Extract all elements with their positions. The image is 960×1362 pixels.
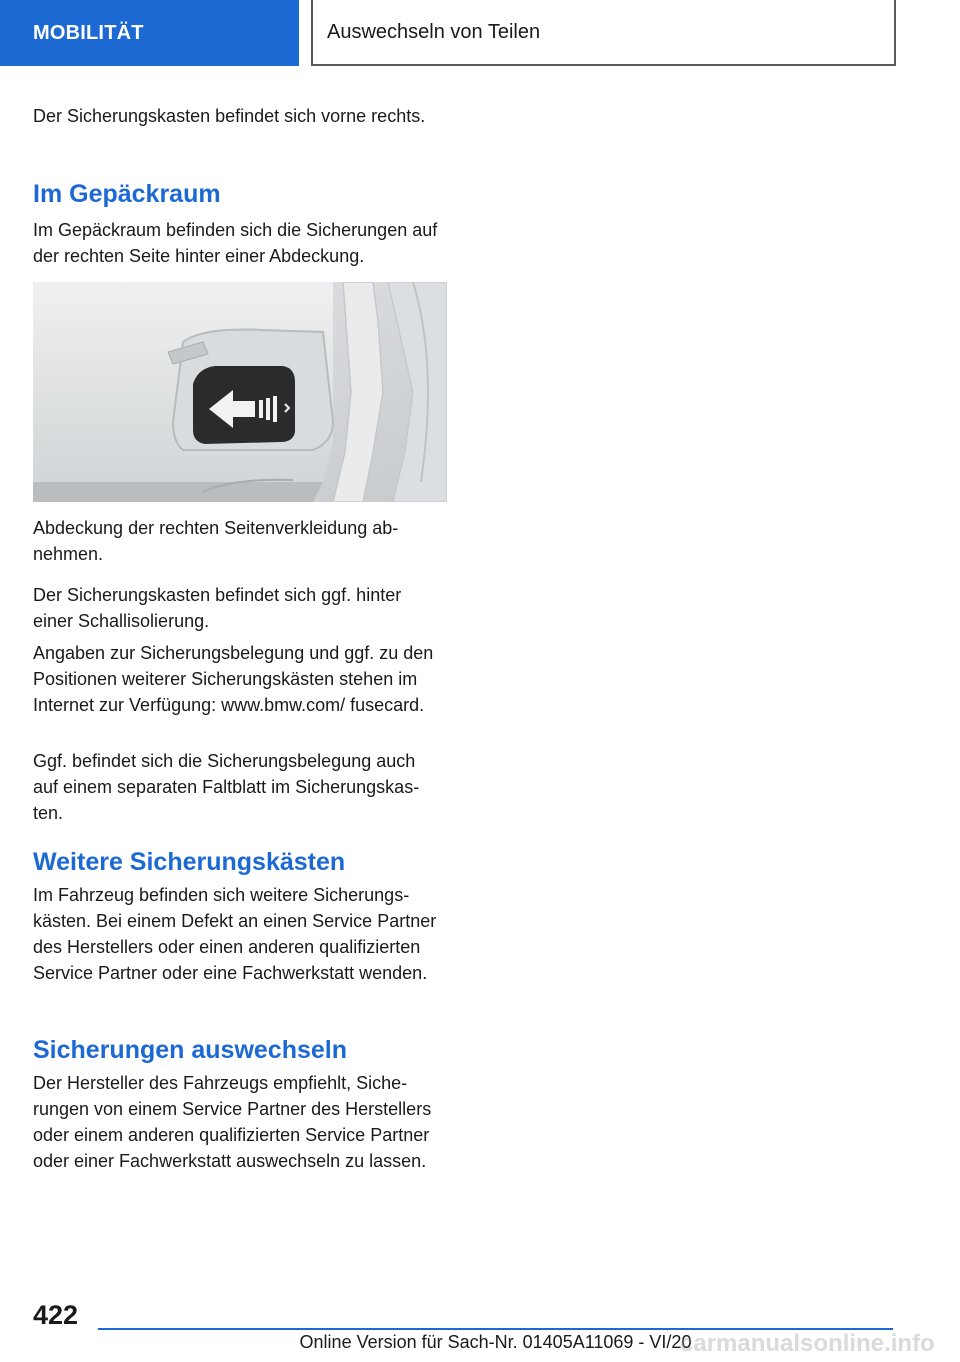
page-number: 422 [33,1300,79,1330]
section-tab [0,0,299,66]
replace-fuses-paragraph [33,1070,441,1174]
note1-text: Der Sicherungskasten befindet sich ggf. hinter einer Schallisolierung. [33,585,402,631]
online-version-text: Online Version für Sach-Nr. 01405A11069 - VI/20 [299,1332,692,1352]
more-fuseboxes-text: Im Fahrzeug befinden sich weitere Sicherungskästen. Bei einem Defekt an einen Service Partner des Herstellers oder einen anderen qualifizierten Service Partner oder eine Fachwerkstatt wenden. [33,885,437,983]
chapter-tab [311,0,896,66]
section-label: MOBILITÄT [33,21,144,44]
more-fuseboxes-heading: Weitere Sicherungskästen [33,848,346,876]
luggage-paragraph [33,217,441,269]
note1-paragraph [33,582,441,634]
luggage-text: Im Gepäckraum befinden sich die Sicherungen auf der rechten Seite hinter einer Abdeckung. [33,220,438,266]
watermark: carmanualsonline.info [680,1330,935,1357]
replace-fuses-heading: Sicherungen auswechseln [33,1036,347,1064]
chapter-label: Auswechseln von Teilen [327,20,541,43]
step-text: Abdeckung der rechten Seitenverkleidung abnehmen. [33,518,399,564]
replace-fuses-text: Der Hersteller des Fahrzeugs empfiehlt, Sicherungen von einem Service Partner des Herstellers oder einem anderen qualifizierten Service Partner oder einer Fachwerkstatt auswechseln zu lassen. [33,1073,432,1171]
step-paragraph [33,515,441,567]
intro-text: Der Sicherungskasten befindet sich vorne rechts. [33,106,426,126]
luggage-heading: Im Gepäckraum [33,180,221,208]
note2-text: Angaben zur Sicherungsbelegung und ggf. zu den Positionen weiterer Sicherungskästen stehen im Internet zur Verfügung: www.bmw.com/ fusecard. [33,643,434,715]
note2-paragraph [33,640,441,718]
note3-paragraph [33,748,441,826]
trunk-cover-photo [33,282,447,502]
more-fuseboxes-paragraph [33,882,441,986]
intro-paragraph [33,103,441,129]
note3-text: Ggf. befindet sich die Sicherungsbelegung auch auf einem separaten Faltblatt im Sicherungskasten. [33,751,420,823]
